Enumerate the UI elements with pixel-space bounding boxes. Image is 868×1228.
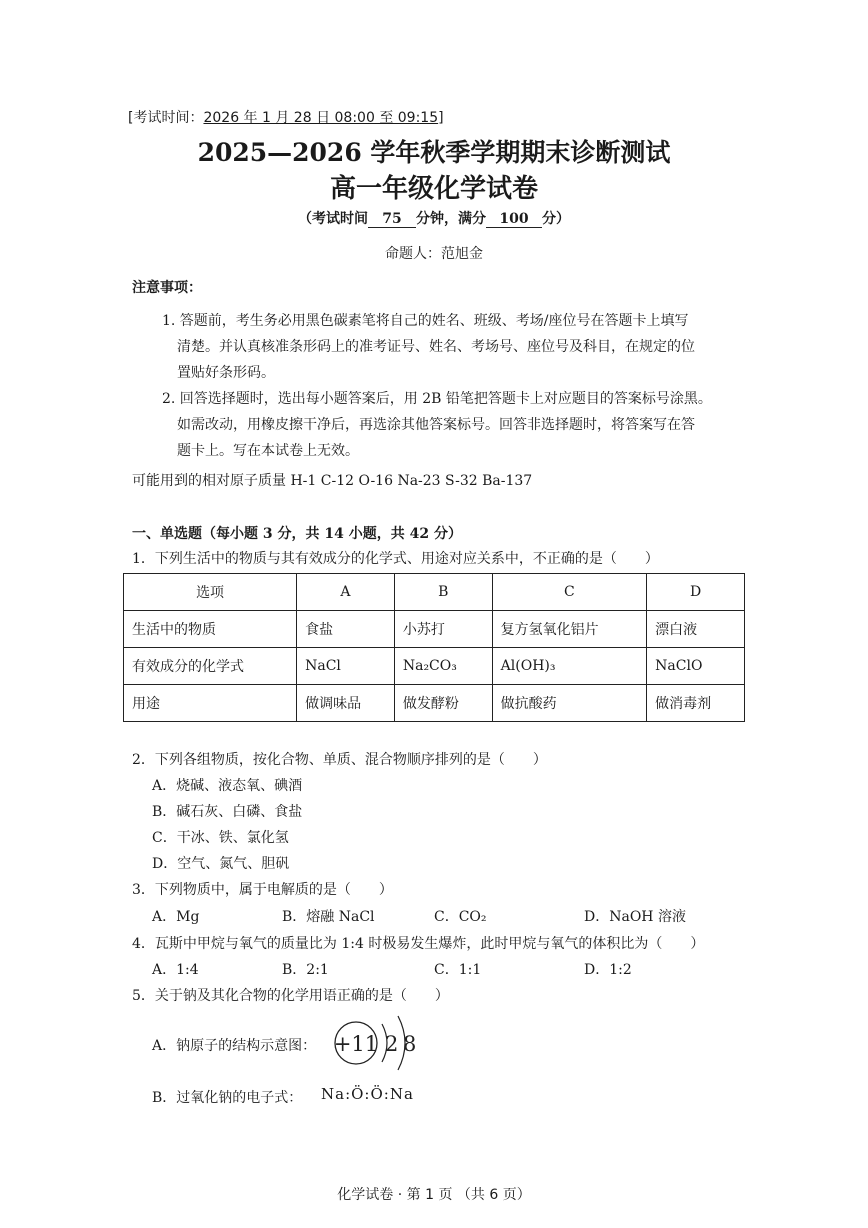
table-cell: NaCl [297, 648, 395, 685]
table-row [124, 611, 745, 648]
exam-time-value: 2026 年 1 月 28 日 08:00 至 09:15 [203, 110, 439, 126]
page-title: 2025—2026 学年秋季学期期末诊断测试 [197, 138, 671, 167]
exam-time-prefix: [考试时间： [128, 110, 204, 126]
table-cell: 复方氢氧化铝片 [492, 611, 646, 648]
table-header-cell: D [647, 574, 745, 611]
table-cell: 做抗酸药 [492, 685, 646, 722]
table-row [124, 685, 745, 722]
duration-mid: 分钟，满分 [416, 211, 486, 227]
notes-item2-line2: 如需改动，用橡皮擦干净后，再选涂其他答案标号。回答非选择题时，将答案写在答 [177, 417, 695, 433]
notes-item1-line2: 清楚。并认真核准条形码上的准考证号、姓名、考场号、座位号及科目，在规定的位 [177, 339, 695, 355]
q4-stem: 4．瓦斯中甲烷与氧气的质量比为 1:4 时极易发生爆炸，此时甲烷与氧气的体积比为（ ） [132, 936, 705, 952]
q2-option-b: B．碱石灰、白磷、食盐 [152, 804, 303, 820]
notes-item1-line3: 置贴好条形码。 [177, 365, 275, 381]
duration-prefix: （考试时间 [298, 211, 368, 227]
table-cell: 小苏打 [394, 611, 492, 648]
sodium-atom-structure-diagram [330, 1012, 430, 1076]
table-cell: 食盐 [297, 611, 395, 648]
table-cell: 有效成分的化学式 [124, 648, 297, 685]
notes-item2-line1: 2. 回答选择题时，选出每小题答案后，用 2B 铅笔把答题卡上对应题目的答案标号涂黑。 [162, 391, 712, 407]
table-header-cell: A [297, 574, 395, 611]
nucleus-charge: +11 [333, 1032, 379, 1056]
notes-heading: 注意事项： [132, 280, 202, 296]
q2-option-c: C．干冰、铁、氯化氢 [152, 830, 289, 846]
notes-item1-line1: 1. 答题前，考生务必用黑色碳素笔将自己的姓名、班级、考场/座位号在答题卡上填写 [162, 313, 689, 329]
q3-stem: 3．下列物质中，属于电解质的是（ ） [132, 882, 393, 898]
q4-option-b: B．2:1 [282, 962, 329, 978]
table-row [124, 648, 745, 685]
q4-option-d: D．1:2 [584, 962, 632, 978]
q3-option-b: B．熔融 NaCl [282, 909, 375, 925]
shell-electron-count: 8 [403, 1032, 417, 1056]
q5-option-a-label: A．钠原子的结构示意图： [152, 1038, 317, 1054]
atomic-masses: 可能用到的相对原子质量 H-1 C-12 O-16 Na-23 S-32 Ba-137 [132, 473, 533, 489]
table-cell: 生活中的物质 [124, 611, 297, 648]
table-cell: 用途 [124, 685, 297, 722]
table-cell: 做调味品 [297, 685, 395, 722]
q1-table [123, 573, 745, 722]
table-cell: Na₂CO₃ [394, 648, 492, 685]
q3-option-a: A．Mg [152, 909, 200, 925]
exam-time-notice [128, 107, 444, 127]
q2-option-d: D．空气、氮气、胆矾 [152, 856, 290, 872]
q5-stem: 5．关于钠及其化合物的化学用语正确的是（ ） [132, 988, 449, 1004]
table-cell: 做发酵粉 [394, 685, 492, 722]
table-cell: NaClO [647, 648, 745, 685]
q4-option-c: C．1:1 [434, 962, 482, 978]
notes-item2-line3: 题卡上。写在本试卷上无效。 [177, 443, 359, 459]
table-header-cell: 选项 [124, 574, 297, 611]
table-cell: Al(OH)₃ [492, 648, 646, 685]
q2-option-a: A．烧碱、液态氧、碘酒 [152, 778, 303, 794]
table-header-cell: C [492, 574, 646, 611]
table-header-row [124, 574, 745, 611]
page-footer: 化学试卷 · 第 1 页 （共 6 页） [337, 1187, 531, 1203]
q3-option-c: C．CO₂ [434, 909, 487, 925]
duration-suffix: 分） [542, 211, 570, 227]
table-cell: 做消毒剂 [647, 685, 745, 722]
q3-option-d: D．NaOH 溶液 [584, 909, 686, 925]
full-score: 100 [486, 211, 542, 228]
author-line: 命题人：范旭金 [385, 246, 483, 262]
q5-option-b-label: B．过氧化钠的电子式： [152, 1090, 303, 1106]
shell-electron-count: 2 [385, 1032, 399, 1056]
q1-stem: 1．下列生活中的物质与其有效成分的化学式、用途对应关系中，不正确的是（ ） [132, 551, 659, 567]
table-cell: 漂白液 [647, 611, 745, 648]
section-title: 一、单选题（每小题 3 分，共 14 小题，共 42 分） [132, 526, 462, 542]
duration-minutes: 75 [368, 211, 416, 228]
table-header-cell: B [394, 574, 492, 611]
page-subtitle: 高一年级化学试卷 [329, 174, 538, 204]
exam-time-suffix: ] [438, 110, 444, 126]
duration-line [0, 208, 868, 228]
q2-stem: 2．下列各组物质，按化合物、单质、混合物顺序排列的是（ ） [132, 752, 547, 768]
sodium-peroxide-electron-formula: Na:Ö:Ö:Na [321, 1085, 414, 1103]
q4-option-a: A．1:4 [152, 962, 199, 978]
